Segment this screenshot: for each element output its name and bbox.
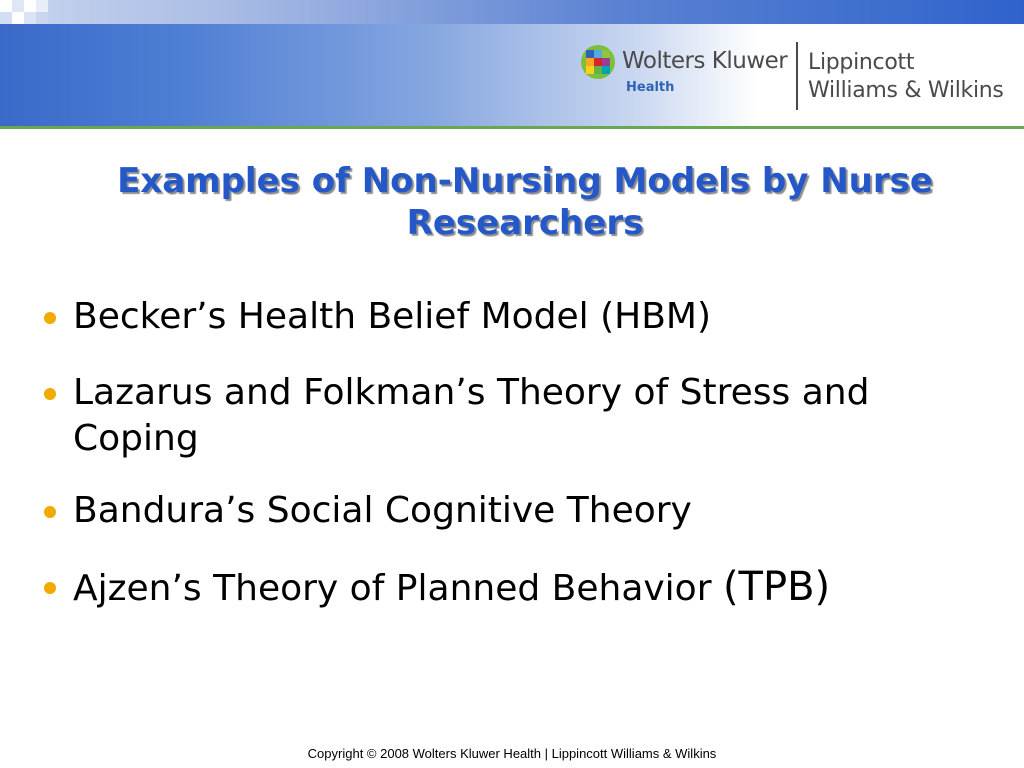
slide-title-line2: Researchers (406, 203, 644, 243)
bullet-text: Bandura’s Social Cognitive Theory (73, 490, 692, 531)
banner-top-strip (0, 0, 1024, 24)
bullet-item (44, 294, 994, 340)
bullet-dot-icon (44, 388, 56, 400)
bullet-list (44, 294, 994, 642)
publisher-division: Health (626, 80, 675, 95)
wolters-kluwer-mark-icon (580, 44, 616, 80)
header-banner (0, 0, 1024, 126)
bullet-text: Ajzen’s Theory of Planned Behavior (73, 568, 723, 609)
bullet-item (44, 370, 994, 462)
bullet-item (44, 564, 994, 612)
bullet-text-suffix: (TPB) (722, 564, 831, 610)
bullet-dot-icon (44, 312, 56, 324)
slide-title (30, 160, 1020, 244)
checker-pattern (0, 0, 60, 24)
bullet-text: Lazarus and Folkman’s Theory of Stress and Coping (73, 372, 870, 459)
bullet-item (44, 488, 994, 534)
bullet-dot-icon (44, 506, 56, 518)
imprint-name-line1: Lippincott (808, 50, 915, 75)
banner-divider-line (0, 126, 1024, 129)
imprint-name-line2: Williams & Wilkins (808, 78, 1004, 103)
slide-title-line1: Examples of Non-Nursing Models by Nurse (117, 161, 933, 201)
bullet-dot-icon (44, 582, 56, 594)
publisher-name: Wolters Kluwer (622, 48, 788, 74)
publisher-logo (580, 42, 1020, 112)
copyright-footer: Copyright © 2008 Wolters Kluwer Health | Lippincott Williams & Wilkins (307, 746, 717, 761)
bullet-text: Becker’s Health Belief Model (HBM) (73, 296, 712, 337)
logo-divider (796, 42, 798, 110)
